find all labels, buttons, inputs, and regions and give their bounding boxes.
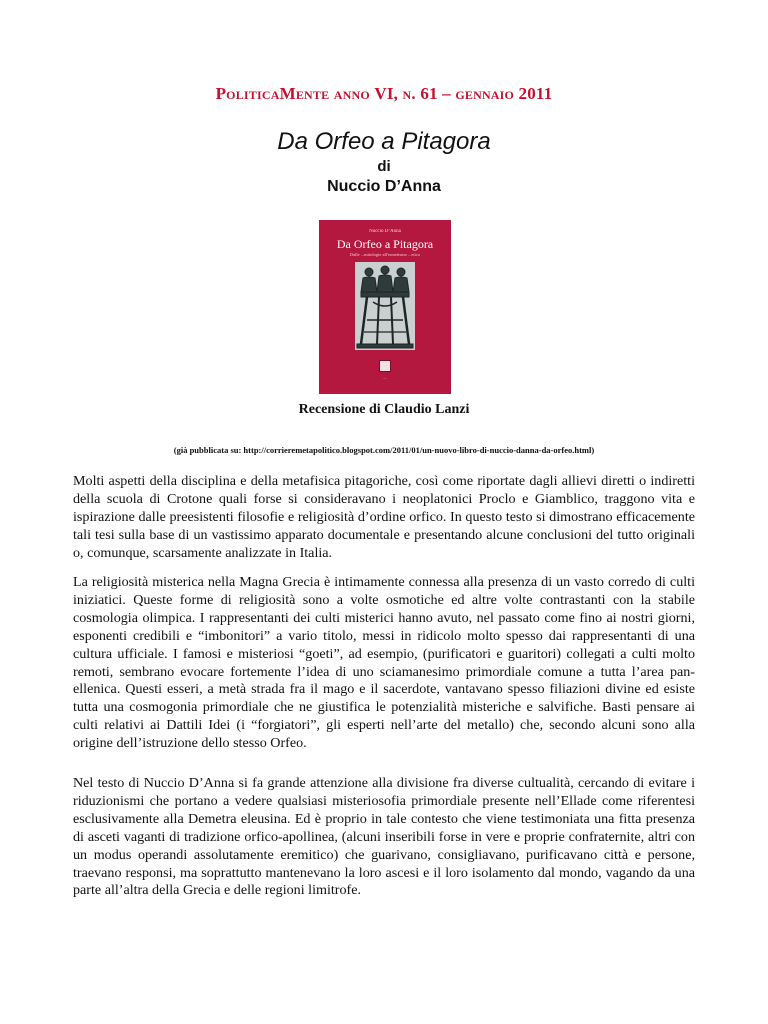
cover-title: Da Orfeo a Pitagora <box>336 237 434 251</box>
review-author-line: Recensione di Claudio Lanzi <box>298 402 470 417</box>
journal-year: 2011 <box>518 84 553 103</box>
cover-author: Nuccio D’Anna <box>369 229 401 234</box>
paragraph-3: Nel testo di Nuccio D’Anna si fa grande attenzione alla divisione fra diverse cultualità, cercando di evitare i riduzionismi che portano a vedere qualsiasi misteriosofia primordiale presente nell’Ellade come riferentesi esclusivamente alla Demetra eleusina. Ed è proprio in tale contesto che viene testimoniata una fitta presenza di asceti vaganti di tradizione orfico-apollinea, (alcuni inseribili forse in vere e proprie confraternite, altri con un modus operandi assolutamente eremitico) che guarivano, consigliavano, purificavano città e persone, traevano responsi, ma soprattutto mantenevano la loro ascesi e il loro isolamento dal mondo, vagando da una parte all’altra della Grecia e delle regioni limitrofe. <box>73 775 695 899</box>
journal-volume: VI <box>374 84 394 103</box>
book-cover-image <box>319 220 451 394</box>
paragraph-1: Molti aspetti della disciplina e della metafisica pitagoriche, così come riportate dagli allievi diretti o indiretti della scuola di Crotone quali forse si consideravano i neoplatonici Proclo e Giamblico, traggono vita e ispirazione dalle preesistenti filosofie e religiosità d’ordine orfico. In questo testo si dimostrano efficacemente tali tesi sulla base di un vastissimo apparato documentale e presentando alcune conclusioni del tutto originali o, comunque, scarsamente analizzate in Italia. <box>73 473 695 561</box>
byline-di: di <box>377 158 391 175</box>
article-author: Nuccio D’Anna <box>327 178 441 195</box>
journal-name: PoliticaMente anno <box>215 84 375 103</box>
journal-issue-number: 61 <box>420 84 438 103</box>
cover-subtitle: Dalle ...mitologie all'ermetismo ...etico <box>349 252 421 257</box>
journal-header <box>0 84 768 104</box>
publisher-mark: — <box>383 376 387 380</box>
journal-issue-label: , n. <box>393 84 421 103</box>
cover-statue-illustration <box>355 262 415 355</box>
source-note: (già pubblicata su: http://corrieremetapolitico.blogspot.com/2011/01/un-nuovo-libro-di-nuccio-danna-da-orfeo.html) <box>173 445 595 455</box>
journal-month: – gennaio <box>437 84 519 103</box>
article-title: Da Orfeo a Pitagora <box>277 128 491 155</box>
publisher-logo <box>379 360 391 372</box>
paragraph-2: La religiosità misterica nella Magna Grecia è intimamente connessa alla presenza di un vasto corredo di culti iniziatici. Queste forme di religiosità sono a volte osmotiche ed altre volte contrastanti con la stabile cosmologia olimpica. I rappresentanti dei culti misterici hanno avuto, nel passato come fino ai nostri giorni, esponenti credibili e “imbonitori” a vario titolo, messi in ridicolo molto spesso dai rappresentanti di una cultura ufficiale. I famosi e misteriosi “goeti”, ad esempio, (purificatori e guaritori) collegati a culti molto remoti, sembrano evocare fortemente l’idea di uno sciamanesimo primordiale comune a tutta l’area pan-ellenica. Questi esseri, a metà strada fra il mago e il sacerdote, vantavano spesso filiazioni divine ed esiste tutta una cosmogonia primordiale che ne giustifica le potenzialità misteriche e salvifiche. Basti pensare ai culti relativi ai Dattili Idei (i “forgiatori”, gli esperti nell’arte del metallo) che, secondo alcuni sono alla origine dell’istruzione dello stesso Orfeo. <box>73 574 695 752</box>
